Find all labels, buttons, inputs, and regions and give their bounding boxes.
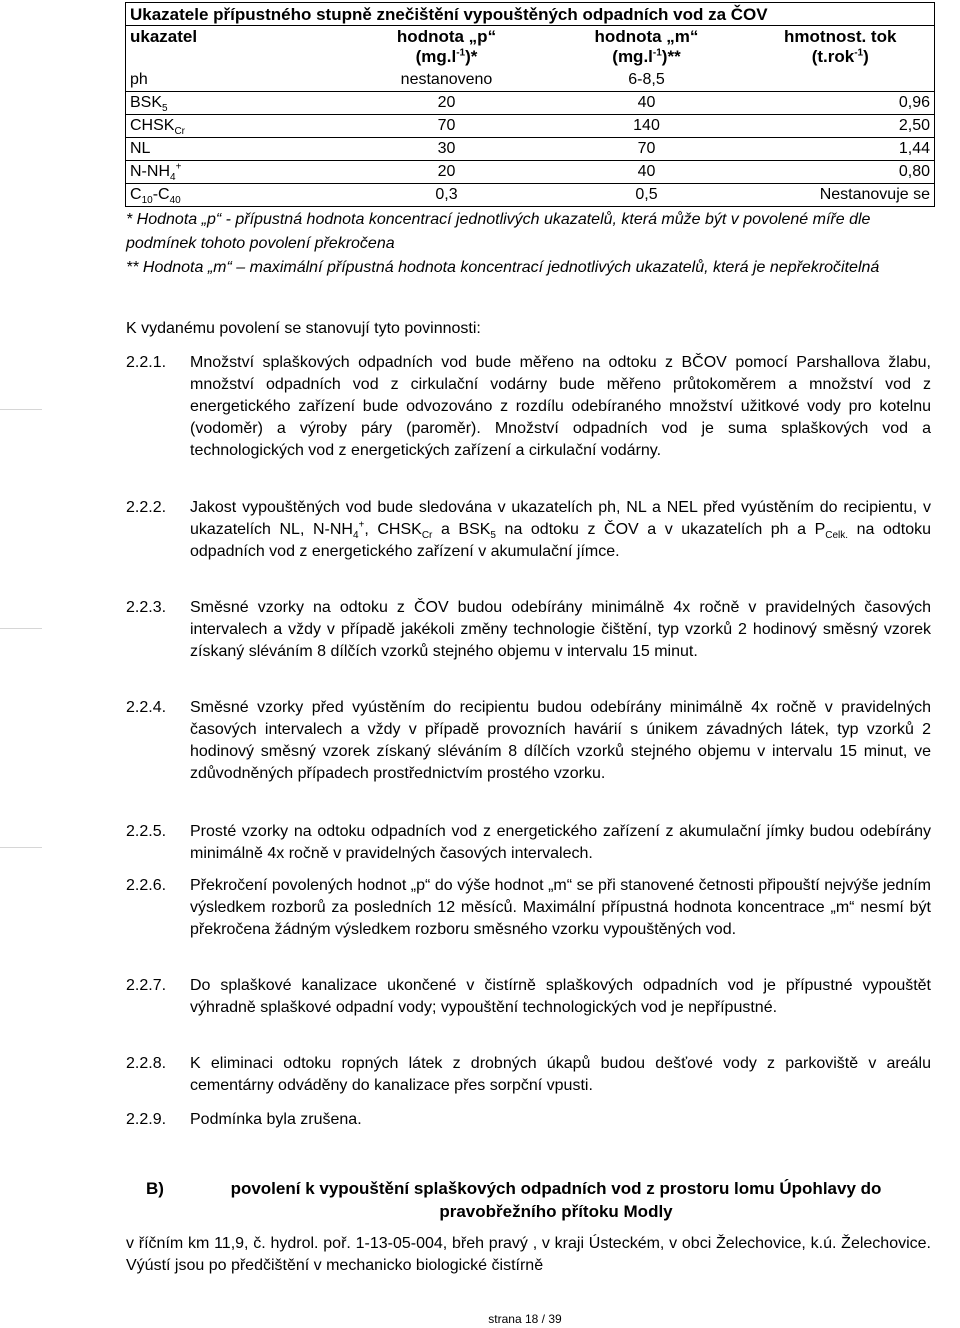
- row-m: 40: [547, 161, 747, 184]
- row-p: nestanoveno: [347, 69, 547, 92]
- obligation-item: [126, 1053, 931, 1097]
- header-m: hodnota „m“ $(mg.l^{-1})**$: [594, 27, 699, 66]
- item-number: 2.2.9.: [126, 1111, 167, 1128]
- row-p: 20: [347, 161, 547, 184]
- obligation-item: [126, 697, 931, 785]
- section-b: [126, 1177, 931, 1223]
- obligation-item: [126, 352, 931, 462]
- obligation-item: [126, 1109, 931, 1131]
- row-name: $BSK_5$: [126, 92, 347, 115]
- row-name: $CHSK_{Cr}$: [126, 115, 347, 138]
- table-row: [126, 69, 935, 92]
- item-number: 2.2.2.: [126, 499, 167, 516]
- obligations-intro: K vydanému povolení se stanovují tyto povinnosti:: [126, 320, 481, 337]
- section-b-heading: povolení k vypouštění splaškových odpadních vod z prostoru lomu Úpohlavy do pravobřežního přítoku Modly: [230, 1179, 882, 1221]
- row-m: 70: [547, 138, 747, 161]
- row-t: Nestanovuje se: [747, 184, 935, 207]
- row-p: 0,3: [347, 184, 547, 207]
- item-number: 2.2.8.: [126, 1055, 167, 1072]
- obligation-item: [126, 875, 931, 941]
- table-row: [126, 161, 935, 184]
- row-p: 20: [347, 92, 547, 115]
- row-p: 70: [347, 115, 547, 138]
- item-text: Množství splaškových odpadních vod bude měřeno na odtoku z BČOV pomocí Parshallova žlabu, množství odpadních vod z cirkulační vodárny bude měřeno průtokoměrem a množství vod z energetického zařízení bude odvozováno z rozdílu odebíraného množství užitkové vody pro kotelnu (vodoměr) a výroby páry (paroměr). Množství odpadních vod je suma splaškových vod a technologických vod z energetických zařízení a cirkulační vodárny.: [190, 354, 931, 459]
- item-text: Jakost vypouštěných vod bude sledována v ukazatelích ph, NL a NEL před vyústěním do recipientu, v ukazatelích NL, $N-NH_4^+$, $CHSK_{Cr}$ a $BSK_5$ na odtoku z ČOV a v ukazatelích ph a $P_{Celk.}$ na odtoku odpadních vod z energetického zařízení v akumulační jímce.: [190, 499, 932, 560]
- row-t: [747, 69, 935, 92]
- item-number: 2.2.5.: [126, 823, 167, 840]
- row-m: 0,5: [547, 184, 747, 207]
- row-m: 40: [547, 92, 747, 115]
- table-header-row: [126, 26, 935, 70]
- item-text: Podmínka byla zrušena.: [190, 1111, 362, 1128]
- row-p: 30: [347, 138, 547, 161]
- row-t: 0,96: [747, 92, 935, 115]
- item-text: Překročení povolených hodnot „p“ do výše hodnot „m“ se při stanovené četnosti připouští nejvýše jedním výsledkem rozborů za posledních 12 měsíců. Maximální přípustná hodnota koncentrace „m“ nesmí být překročena žádným výsledkem rozboru směsného vzorku vypouštěných vod.: [190, 877, 931, 938]
- margin-mark: [0, 847, 42, 848]
- header-p: hodnota „p“ $(mg.l^{-1})*$: [396, 27, 497, 66]
- item-number: 2.2.4.: [126, 699, 167, 716]
- item-text: K eliminaci odtoku ropných látek z drobných úkapů budou dešťové vody z parkoviště v areálu cementárny odváděny do kanalizace přes sorpční vpusti.: [190, 1055, 931, 1094]
- pollution-limits-table: [125, 2, 935, 207]
- item-text: Směsné vzorky na odtoku z ČOV budou odebírány minimálně 4x ročně v pravidelných časových intervalech a vždy v případě jakékoli změny technologie čištění, typ vzorků 2 hodinový směsný vzorek získaný sléváním 8 dílčích vzorků stejného objemu v intervalu 15 minut.: [190, 599, 931, 660]
- row-t: 0,80: [747, 161, 935, 184]
- row-m: 140: [547, 115, 747, 138]
- obligation-item: [126, 597, 931, 663]
- table-row: [126, 92, 935, 115]
- row-t: 2,50: [747, 115, 935, 138]
- row-name: $N-NH_4^+$: [126, 161, 347, 184]
- item-number: 2.2.7.: [126, 977, 167, 994]
- row-t: 1,44: [747, 138, 935, 161]
- section-b-label: B): [146, 1179, 164, 1198]
- margin-mark: [0, 628, 42, 629]
- table-row: [126, 184, 935, 207]
- item-number: 2.2.1.: [126, 354, 167, 371]
- row-name: NL: [126, 138, 347, 161]
- obligation-item: [126, 975, 931, 1019]
- row-name: ph: [126, 69, 347, 92]
- note-p: * Hodnota „p“ - přípustná hodnota koncentrací jednotlivých ukazatelů, která může být v povolené míře dle podmínek tohoto povolení překročena: [126, 211, 871, 252]
- page-number: strana 18 / 39: [488, 1312, 562, 1326]
- location-paragraph: v říčním km 11,9, č. hydrol. poř. 1-13-05-004, břeh pravý , v kraji Ústeckém, v obci Želechovice, k.ú. Želechovice. Výústí jsou po předčištění v mechanicko biologické čistírně: [126, 1235, 931, 1274]
- row-name: $C_{10}-C_{40}$: [126, 184, 347, 207]
- margin-mark: [0, 409, 42, 410]
- obligation-item: [126, 497, 931, 563]
- table-row: [126, 115, 935, 138]
- table-row: [126, 138, 935, 161]
- header-ukazatel: ukazatel: [126, 26, 347, 70]
- item-text: Do splaškové kanalizace ukončené v čistírně splaškových odpadních vod je přípustné vypouštět výhradně splaškové odpadní vody; vypouštění technologických vod je nepřípustné.: [190, 977, 931, 1016]
- header-tok: hmotnost. tok (t.rok$^{-1}$): [747, 26, 935, 70]
- row-m: 6-8,5: [547, 69, 747, 92]
- table-notes: [126, 208, 934, 280]
- obligation-item: [126, 821, 931, 865]
- table-title: Ukazatele přípustného stupně znečištění vypouštěných odpadních vod za ČOV: [126, 3, 935, 26]
- item-number: 2.2.6.: [126, 877, 167, 894]
- item-text: Prosté vzorky na odtoku odpadních vod z energetického zařízení z akumulační jímky budou odebírány minimálně 4x ročně v pravidelných časových intervalech.: [190, 823, 931, 862]
- item-number: 2.2.3.: [126, 599, 167, 616]
- table-title-row: [126, 3, 935, 26]
- item-text: Směsné vzorky před vyústěním do recipientu budou odebírány minimálně 4x ročně v pravidelných časových intervalech a vždy v případě provozních havárií s únikem závadných látek, typ vzorků 2 hodinový směsný vzorek získaný sléváním 8 dílčích vzorků stejného objemu v intervalu 15 minut, ve zdůvodněných případech prostřednictvím prostého vzorku.: [190, 699, 931, 782]
- note-m: ** Hodnota „m“ – maximální přípustná hodnota koncentrací jednotlivých ukazatelů, která je nepřekročitelná: [126, 259, 880, 276]
